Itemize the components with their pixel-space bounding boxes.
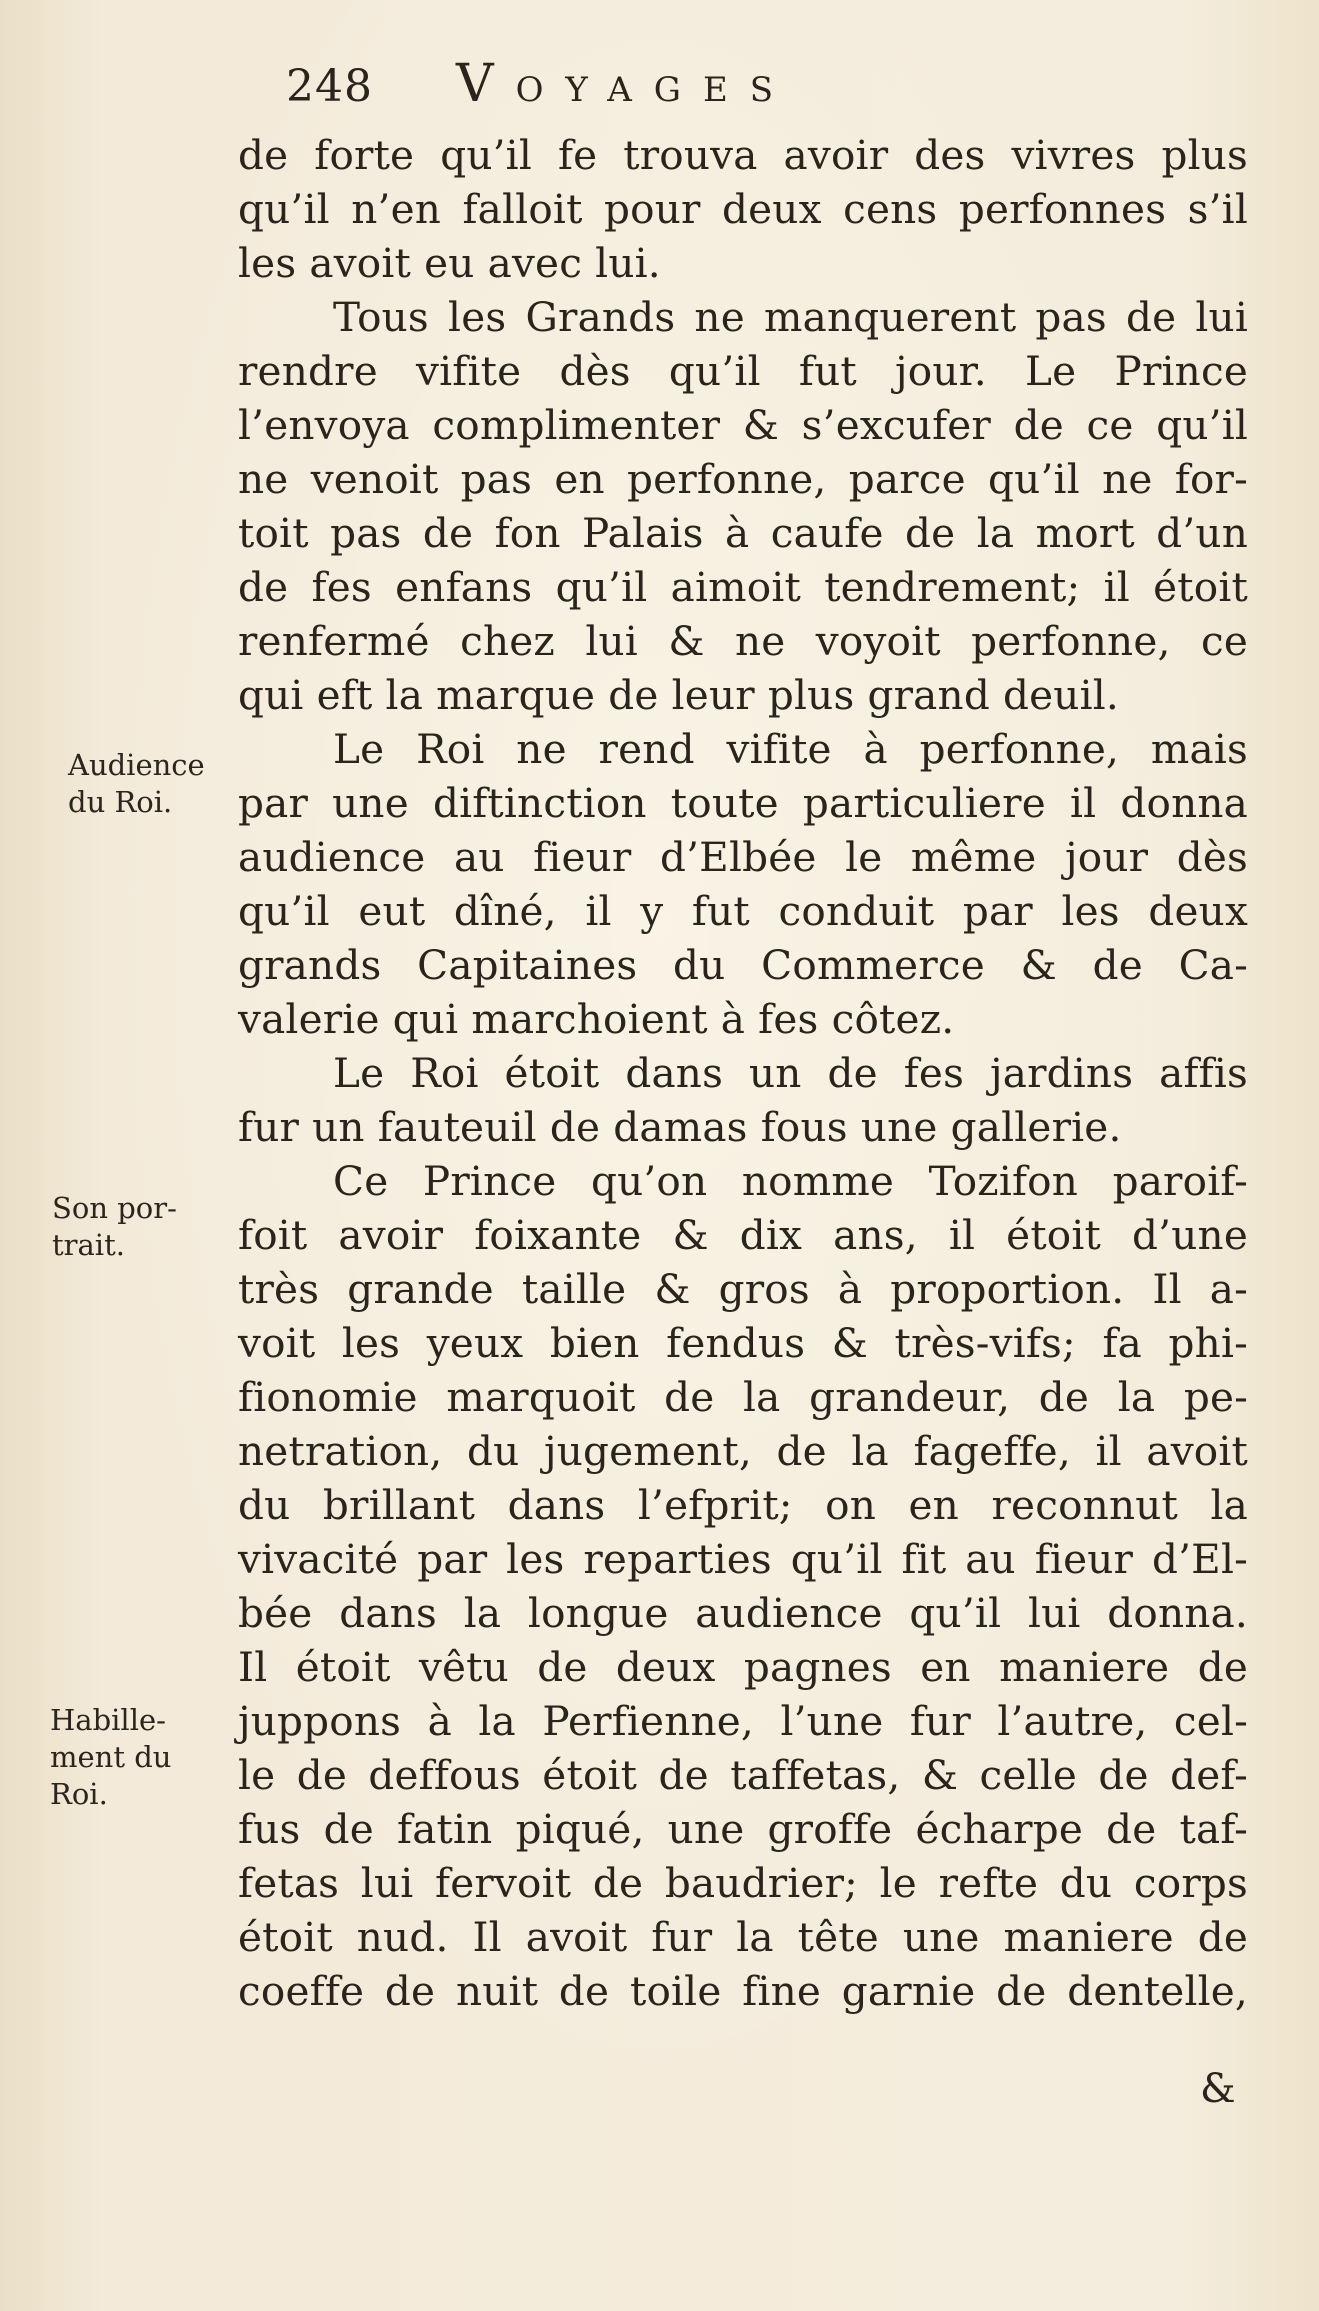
side-note-portrait (52, 1190, 177, 1264)
text-line: rendre vifite dès qu’il fut jour. Le Prince (238, 347, 1248, 395)
text-line: Le Roi étoit dans un de fes jardins affis (333, 1049, 1248, 1097)
text-line: voit les yeux bien fendus & très-vifs; fa phi- (238, 1319, 1248, 1367)
text-line: fionomie marquoit de la grandeur, de la pe- (238, 1373, 1248, 1421)
text-line: fus de fatin piqué, une groffe écharpe de taf- (238, 1805, 1248, 1853)
side-note-line: Habille- (50, 1703, 166, 1737)
running-title-rest: OYAGES (515, 70, 796, 110)
text-line: bée dans la longue audience qu’il lui donna. (238, 1589, 1248, 1637)
running-title-initial: V (456, 54, 516, 114)
text-line: de fes enfans qu’il aimoit tendrement; il étoit (238, 563, 1248, 611)
text-line: toit pas de fon Palais à caufe de la mort d’un (238, 509, 1248, 557)
text-line: Le Roi ne rend vifite à perfonne, mais (333, 725, 1248, 773)
page-header (286, 54, 795, 114)
text-line: valerie qui marchoient à fes côtez. (238, 995, 955, 1043)
text-line: de forte qu’il fe trouva avoir des vivres plus (238, 131, 1248, 179)
text-line: par une diftinction toute particuliere il donna (238, 779, 1248, 827)
text-line: juppons à la Perfienne, l’une fur l’autre, cel- (238, 1697, 1248, 1745)
text-line: qui eft la marque de leur plus grand deuil. (238, 671, 1119, 719)
text-line: les avoit eu avec lui. (238, 239, 661, 287)
side-note-dress (50, 1702, 171, 1813)
text-line: qu’il n’en falloit pour deux cens perfonnes s’il (238, 185, 1248, 233)
text-line: fur un fauteuil de damas fous une gallerie. (238, 1103, 1122, 1151)
catchword: & (1200, 2066, 1236, 2112)
text-line: coeffe de nuit de toile fine garnie de dentelle, (238, 1967, 1248, 2015)
text-line: l’envoya complimenter & s’excufer de ce qu’il (238, 401, 1248, 449)
text-line: fetas lui fervoit de baudrier; le refte du corps (238, 1859, 1248, 1907)
text-line: Tous les Grands ne manquerent pas de lui (333, 293, 1248, 341)
side-note-line: trait. (52, 1228, 125, 1262)
text-line: le de deffous étoit de taffetas, & celle de def- (238, 1751, 1248, 1799)
text-line: audience au fieur d’Elbée le même jour dès (238, 833, 1248, 881)
text-line: du brillant dans l’efprit; on en reconnut la (238, 1481, 1248, 1529)
text-line: grands Capitaines du Commerce & de Ca- (238, 941, 1248, 989)
text-line: très grande taille & gros à proportion. Il a- (238, 1265, 1248, 1313)
side-note-line: Son por- (52, 1191, 177, 1225)
side-note-line: ment du (50, 1740, 172, 1774)
side-note-audience (68, 747, 205, 821)
text-line: étoit nud. Il avoit fur la tête une maniere de (238, 1913, 1248, 1961)
text-line: Il étoit vêtu de deux pagnes en maniere de (238, 1643, 1248, 1691)
side-note-line: Roi. (50, 1777, 108, 1811)
side-note-line: du Roi. (68, 785, 173, 819)
text-line: qu’il eut dîné, il y fut conduit par les deux (238, 887, 1248, 935)
page-number: 248 (286, 61, 373, 112)
text-line: Ce Prince qu’on nomme Tozifon paroif- (333, 1157, 1248, 1205)
text-line: renfermé chez lui & ne voyoit perfonne, ce (238, 617, 1248, 665)
text-line: vivacité par les reparties qu’il fit au fieur d’El- (238, 1535, 1248, 1583)
text-line: netration, du jugement, de la fageffe, il avoit (238, 1427, 1248, 1475)
text-line: foit avoir foixante & dix ans, il étoit d’une (238, 1211, 1248, 1259)
text-line: ne venoit pas en perfonne, parce qu’il ne for- (238, 455, 1248, 503)
side-note-line: Audience (68, 748, 205, 782)
running-title (456, 54, 795, 114)
